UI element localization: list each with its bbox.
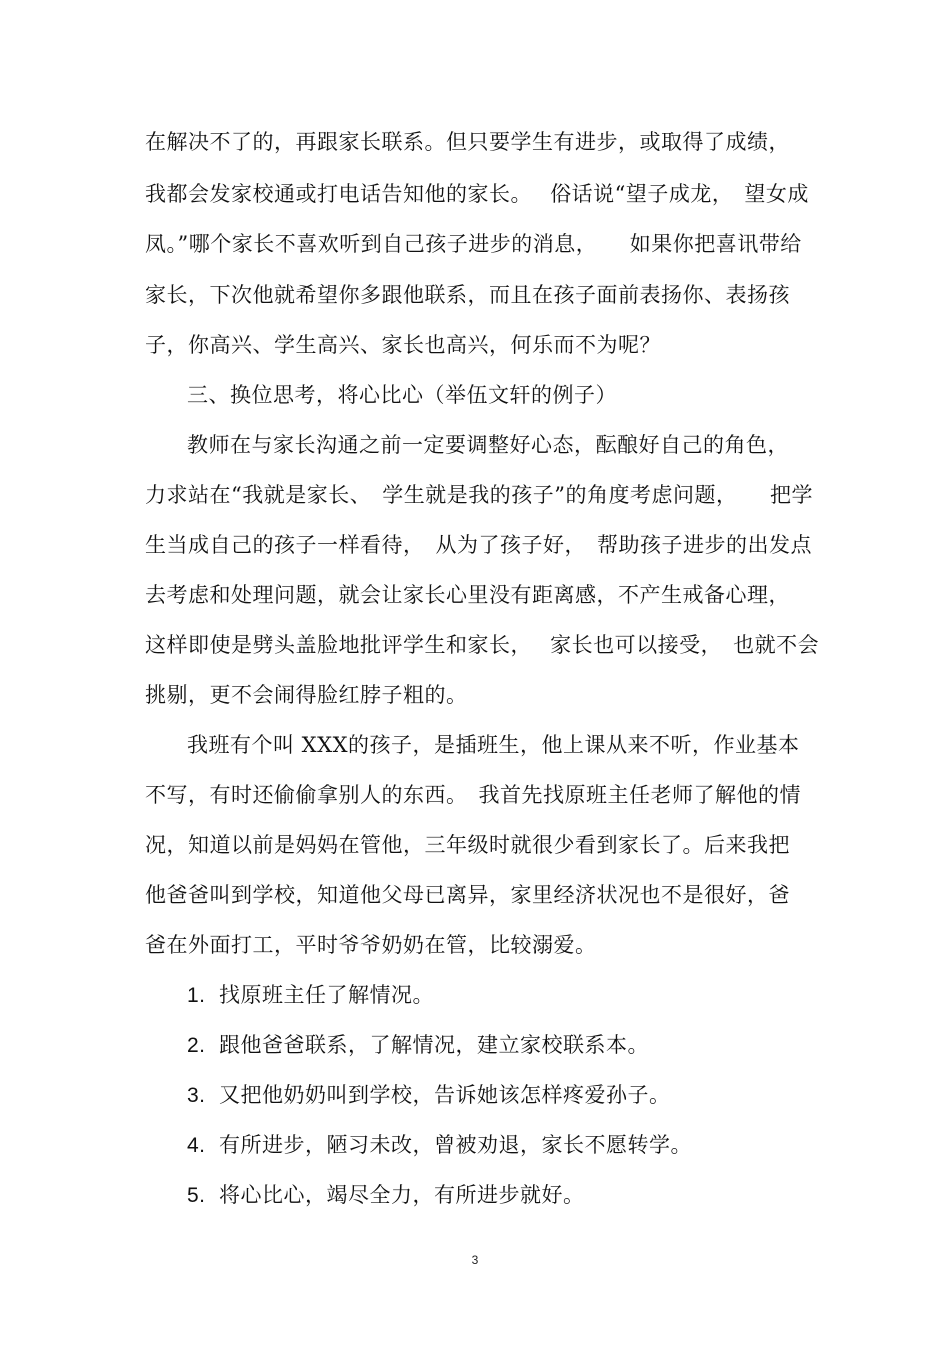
list-item-text: 跟他爸爸联系，了解情况，建立家校联系本。 — [219, 1033, 649, 1057]
paragraph-line: 生当成自己的孩子一样看待， 从为了孩子好， 帮助孩子进步的出发点 — [145, 533, 812, 557]
list-item — [187, 1181, 857, 1210]
list-item-number: 2. — [187, 1034, 206, 1057]
list-item-text: 又把他奶奶叫到学校，告诉她该怎样疼爱孙子。 — [219, 1083, 671, 1107]
list-item-number: 3. — [187, 1084, 206, 1107]
paragraph-line: 去考虑和处理问题，就会让家长心里没有距离感，不产生戒备心理， — [145, 583, 790, 607]
paragraph-line: 况，知道以前是妈妈在管他，三年级时就很少看到家长了。后来我把 — [145, 833, 790, 857]
paragraph-line: 凤。”哪个家长不喜欢听到自己孩子进步的消息， 如果你把喜讯带给 — [145, 232, 802, 256]
list-item-number: 5. — [187, 1184, 206, 1207]
paragraph-line: 力求站在“我就是家长、 学生就是我的孩子”的角度考虑问题， 把学 — [145, 483, 813, 507]
list-item — [187, 981, 857, 1010]
list-item-number: 4. — [187, 1134, 206, 1157]
paragraph-line: 他爸爸叫到学校，知道他父母已离异，家里经济状况也不是很好，爸 — [145, 883, 790, 907]
paragraph-line: 家长，下次他就希望你多跟他联系，而且在孩子面前表扬你、表扬孩 — [145, 283, 790, 307]
list-item — [187, 1081, 857, 1110]
paragraph-line: 子，你高兴、学生高兴、家长也高兴，何乐而不为呢？ — [145, 333, 661, 357]
section-heading: 三、换位思考，将心比心（举伍文轩的例子） — [187, 383, 617, 407]
paragraph-line: 我班有个叫 XXX的孩子，是插班生，他上课从来不听，作业基本 — [187, 733, 800, 757]
page-number: 3 — [471, 1253, 479, 1267]
paragraph-line: 这样即使是劈头盖脸地批评学生和家长， 家长也可以接受， 也就不会 — [145, 633, 820, 657]
paragraph-line: 挑剔，更不会闹得脸红脖子粗的。 — [145, 683, 468, 707]
list-item-text: 找原班主任了解情况。 — [219, 983, 434, 1007]
list-item — [187, 1131, 857, 1160]
list-item-text: 有所进步，陋习未改，曾被劝退，家长不愿转学。 — [219, 1133, 692, 1157]
list-item-text: 将心比心，竭尽全力，有所进步就好。 — [219, 1183, 585, 1207]
paragraph-line: 在解决不了的，再跟家长联系。但只要学生有进步，或取得了成绩， — [145, 130, 790, 154]
list-item-number: 1. — [187, 984, 206, 1007]
paragraph-line: 教师在与家长沟通之前一定要调整好心态，酝酿好自己的角色， — [187, 433, 789, 457]
paragraph-line: 我都会发家校通或打电话告知他的家长。 俗话说“望子成龙， 望女成 — [145, 182, 809, 206]
paragraph-line: 不写，有时还偷偷拿别人的东西。 我首先找原班主任老师了解他的情 — [145, 783, 801, 807]
list-item — [187, 1031, 857, 1060]
paragraph-line: 爸在外面打工，平时爷爷奶奶在管，比较溺爱。 — [145, 933, 597, 957]
